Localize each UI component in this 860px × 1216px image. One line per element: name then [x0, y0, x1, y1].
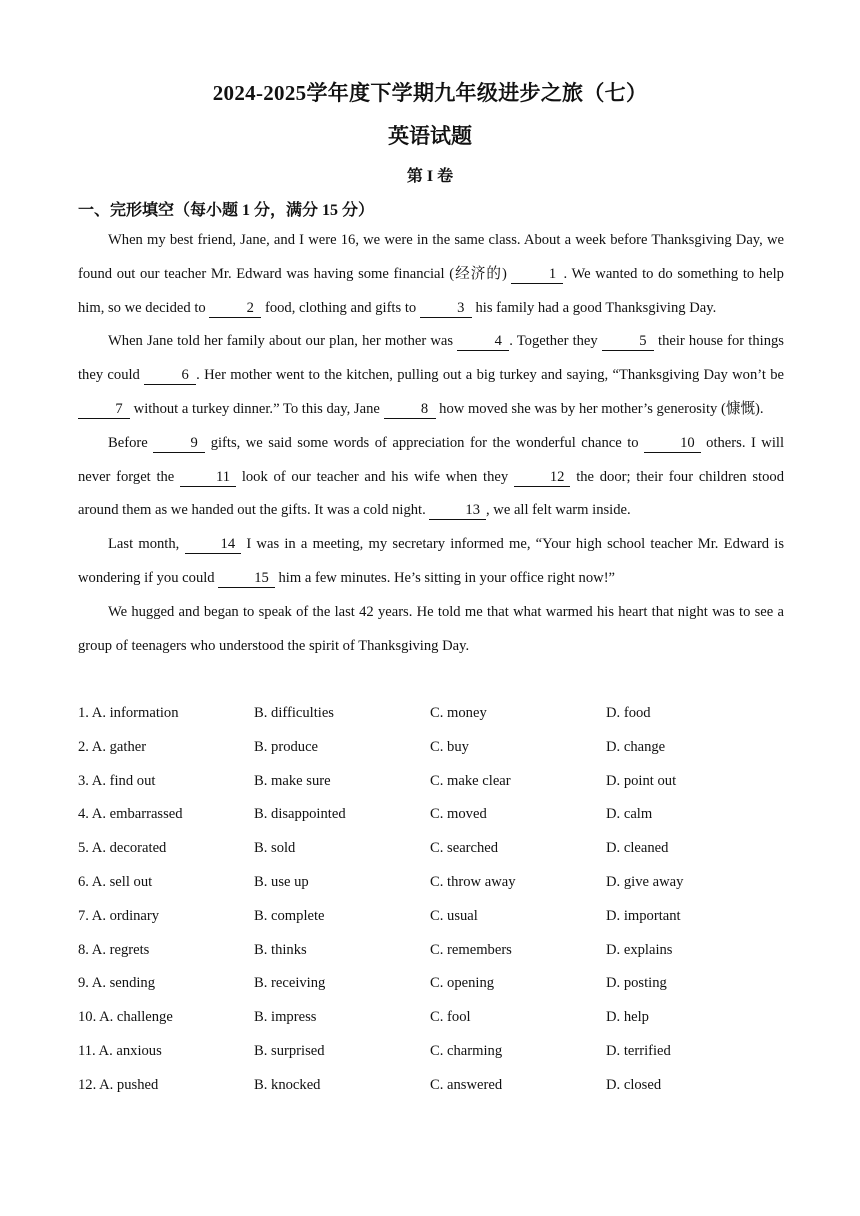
- blank-10: 10: [644, 434, 701, 453]
- option-row-8: [78, 934, 798, 968]
- passage-text: . Together they: [509, 333, 602, 350]
- option-d: D. give away: [606, 873, 684, 890]
- passage-text: gifts, we said some words of appreciation for the wonderful chance to: [205, 434, 645, 451]
- option-d: D. point out: [606, 772, 677, 789]
- passage-text: Before: [108, 434, 154, 451]
- passage-text: Last month,: [108, 536, 185, 553]
- option-a: 3. A. find out: [78, 772, 156, 789]
- option-d: D. terrified: [606, 1042, 671, 1059]
- passage-text: We hugged and began to speak of the last 42 years. He told me that what warmed his heart that night was to see a group of teenagers who understood the spirit of Thanksgiving Day.: [78, 603, 784, 654]
- option-d: D. cleaned: [606, 840, 669, 857]
- passage-text: food, clothing and gifts to: [261, 299, 420, 316]
- option-a: 4. A. embarrassed: [78, 806, 183, 823]
- passage-text: without a turkey dinner.” To this day, Jane: [130, 400, 384, 417]
- passage-paragraph-3: [78, 427, 784, 528]
- option-b: B. surprised: [254, 1042, 325, 1059]
- option-a: 10. A. challenge: [78, 1009, 173, 1026]
- option-c: C. charming: [430, 1042, 503, 1059]
- option-b: B. receiving: [254, 975, 326, 992]
- option-b: B. thinks: [254, 941, 307, 958]
- option-b: B. make sure: [254, 772, 331, 789]
- passage-paragraph-4: [78, 528, 784, 596]
- option-c: C. searched: [430, 840, 499, 857]
- blank-9: 9: [153, 434, 205, 453]
- passage-text: I was in a meeting, my secretary informed me, “Your high school teacher Mr. Edward is wondering if you could: [78, 536, 785, 586]
- option-c: C. moved: [430, 806, 487, 823]
- blank-15: 15: [218, 569, 275, 588]
- option-b: B. impress: [254, 1009, 317, 1026]
- option-a: 7. A. ordinary: [78, 907, 160, 924]
- option-a: 5. A. decorated: [78, 840, 167, 857]
- cloze-passage: [78, 224, 784, 663]
- blank-8: 8: [384, 400, 436, 419]
- option-row-1: [78, 697, 798, 731]
- option-d: D. explains: [606, 941, 673, 958]
- exam-subtitle: 英语试题: [388, 124, 472, 148]
- passage-paragraph-2: [78, 325, 784, 426]
- option-a: 1. A. information: [78, 705, 179, 721]
- passage-text: the door; their four children stood around them as we handed out the gifts. It was a cold night.: [78, 468, 784, 519]
- option-d: D. closed: [606, 1076, 662, 1093]
- option-c: C. usual: [430, 907, 478, 924]
- option-row-6: [78, 866, 798, 900]
- blank-11: 11: [180, 468, 236, 487]
- blank-12: 12: [514, 468, 571, 487]
- passage-text: his family had a good Thanksgiving Day.: [471, 299, 717, 316]
- option-c: C. answered: [430, 1076, 503, 1093]
- option-row-9: [78, 967, 798, 1001]
- option-c: C. fool: [430, 1009, 471, 1026]
- passage-text: him a few minutes. He’s sitting in your office right now!”: [274, 569, 616, 586]
- option-b: B. sold: [254, 840, 296, 857]
- blank-5: 5: [602, 332, 654, 351]
- option-d: D. important: [606, 907, 681, 924]
- option-a: 8. A. regrets: [78, 941, 150, 958]
- blank-1: 1: [511, 265, 563, 284]
- option-c: C. make clear: [430, 772, 511, 789]
- blank-7: 7: [78, 400, 130, 419]
- option-row-7: [78, 900, 798, 934]
- volume-label: 第 I 卷: [406, 168, 454, 185]
- option-a: 9. A. sending: [78, 975, 156, 992]
- option-d: D. help: [606, 1009, 649, 1026]
- option-a: 2. A. gather: [78, 738, 147, 755]
- option-d: D. change: [606, 738, 666, 755]
- blank-3: 3: [420, 299, 472, 318]
- option-b: B. produce: [254, 738, 319, 755]
- passage-text: When Jane told her family about our plan, her mother was: [108, 333, 458, 350]
- option-c: C. throw away: [430, 873, 516, 890]
- option-row-4: [78, 798, 798, 832]
- option-b: B. difficulties: [254, 705, 334, 721]
- option-c: C. remembers: [430, 941, 512, 958]
- option-c: C. opening: [430, 975, 495, 992]
- passage-text: . We wanted to do something to help him, so we decided to: [78, 265, 784, 316]
- option-a: 12. A. pushed: [78, 1076, 159, 1093]
- option-b: B. disappointed: [254, 806, 346, 823]
- passage-text: When my best friend, Jane, and I were 16, we were in the same class. About a week before Thanksgiving Day, we found out our teacher Mr. Edward was having some financial (经济的): [78, 232, 784, 282]
- option-b: B. use up: [254, 873, 309, 890]
- blank-14: 14: [185, 535, 242, 554]
- blank-13: 13: [429, 501, 486, 520]
- exam-title: 2024-2025学年度下学期九年级进步之旅（七）: [212, 81, 648, 105]
- section-heading: 一、完形填空（每小题 1 分，满分 15 分）: [78, 202, 375, 219]
- option-d: D. calm: [606, 806, 653, 823]
- option-row-10: [78, 1001, 798, 1035]
- option-row-12: [78, 1069, 798, 1103]
- option-b: B. knocked: [254, 1076, 321, 1093]
- option-row-2: [78, 731, 798, 765]
- option-d: D. posting: [606, 975, 667, 992]
- passage-text: , we all felt warm inside.: [485, 502, 631, 519]
- option-row-5: [78, 832, 798, 866]
- passage-paragraph-1: [78, 224, 784, 325]
- passage-text: look of our teacher and his wife when they: [236, 468, 514, 485]
- option-b: B. complete: [254, 907, 325, 924]
- option-d: D. food: [606, 705, 651, 721]
- passage-text: others. I will never forget the: [78, 434, 785, 485]
- passage-text: their house for things they could: [78, 333, 784, 384]
- blank-2: 2: [209, 299, 261, 318]
- blank-6: 6: [144, 366, 196, 385]
- passage-paragraph-5: [78, 596, 784, 664]
- option-c: C. buy: [430, 738, 469, 755]
- option-row-11: [78, 1035, 798, 1069]
- blank-4: 4: [457, 332, 509, 351]
- option-row-3: [78, 765, 798, 799]
- passage-text: how moved she was by her mother’s generosity (慷慨).: [435, 400, 764, 417]
- passage-text: . Her mother went to the kitchen, pulling out a big turkey and saying, “Thanksgiving Day won’t be: [196, 367, 784, 384]
- option-a: 6. A. sell out: [78, 873, 153, 890]
- option-a: 11. A. anxious: [78, 1042, 162, 1059]
- option-c: C. money: [430, 705, 487, 721]
- answer-options: [78, 697, 798, 1103]
